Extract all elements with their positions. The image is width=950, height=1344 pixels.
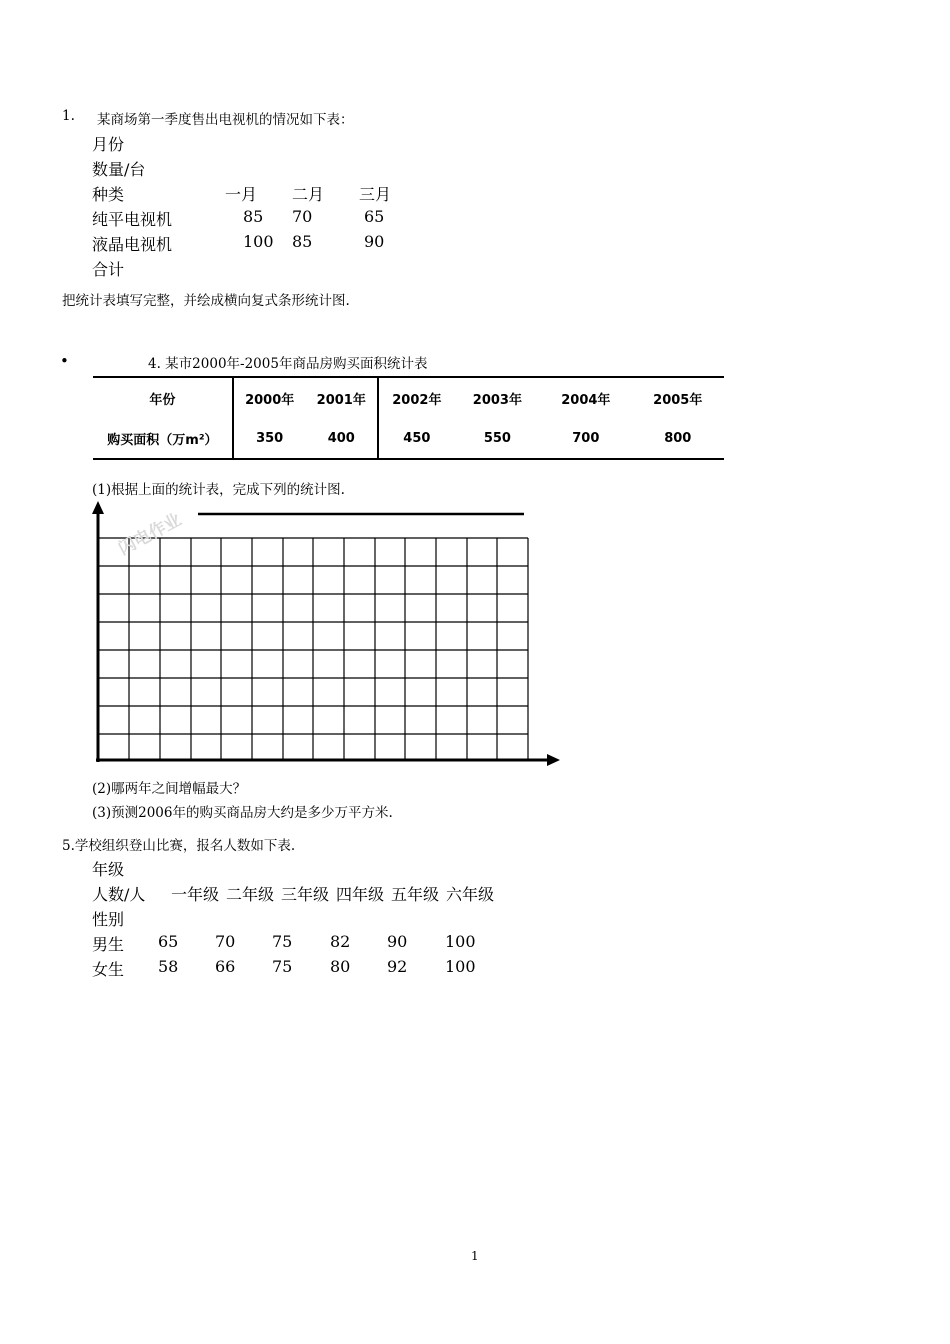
q5-cell: 100 <box>445 957 476 976</box>
q5-cell: 66 <box>215 957 236 976</box>
q5-row-label: 男生 <box>92 935 125 954</box>
q1-instruction: 把统计表填写完整，并绘成横向复式条形统计图. <box>62 293 350 309</box>
q5-grade: 四年级 <box>336 885 385 904</box>
watermark-logo: 闪电作业 <box>115 509 185 560</box>
q4-row1-label: 年份 <box>93 377 233 418</box>
page-number: 1 <box>471 1249 479 1263</box>
q1-cell: 100 <box>243 232 274 251</box>
q5-cell: 65 <box>158 932 179 951</box>
y-axis-arrow-icon <box>92 501 104 514</box>
q1-title: 某商场第一季度售出电视机的情况如下表： <box>97 112 354 128</box>
grid-lines <box>98 538 528 760</box>
q5-cell: 92 <box>387 957 408 976</box>
q1-number: 1. <box>62 108 75 124</box>
q5-cell: 90 <box>387 932 408 951</box>
q5-cell: 80 <box>330 957 351 976</box>
q4-sub1: (1)根据上面的统计表，完成下列的统计图. <box>92 482 345 498</box>
q1-row-label: 纯平电视机 <box>92 210 173 229</box>
q5-row-label: 女生 <box>92 960 125 979</box>
q5-cell: 75 <box>272 957 293 976</box>
q1-cell: 65 <box>364 207 385 226</box>
q1-month-jan: 一月 <box>225 185 258 204</box>
q1-month-feb: 二月 <box>292 185 325 204</box>
q4-area: 550 <box>483 430 511 446</box>
q1-header-type: 种类 <box>92 185 125 204</box>
q5-grade: 三年级 <box>281 885 330 904</box>
q4-year: 2000年 <box>245 392 295 408</box>
q4-area: 800 <box>664 430 692 446</box>
q5-grade: 六年级 <box>446 885 495 904</box>
x-axis-arrow-icon <box>547 754 560 766</box>
q5-header-grade: 年级 <box>92 860 125 879</box>
q4-year: 2002年 <box>392 392 442 408</box>
q4-year: 2001年 <box>305 377 378 418</box>
q1-cell: 90 <box>364 232 385 251</box>
q4-year: 2004年 <box>561 392 611 408</box>
q5-cell: 58 <box>158 957 179 976</box>
q5-title: 5.学校组织登山比赛，报名人数如下表. <box>62 838 296 854</box>
q5-header-gender: 性别 <box>92 910 125 929</box>
q1-header-month: 月份 <box>92 135 125 154</box>
q1-month-mar: 三月 <box>359 185 392 204</box>
q5-grade: 一年级 <box>171 885 220 904</box>
q4-title: 4. 某市2000年-2005年商品房购买面积统计表 <box>148 356 428 372</box>
q4-year: 2005年 <box>653 392 703 408</box>
q1-cell: 70 <box>292 207 313 226</box>
q5-cell: 70 <box>215 932 236 951</box>
q4-stats-table <box>93 376 724 460</box>
q1-cell: 85 <box>243 207 264 226</box>
q1-row-label: 液晶电视机 <box>92 235 173 254</box>
q5-header-count: 人数/人 <box>92 885 146 904</box>
q1-cell: 85 <box>292 232 313 251</box>
q4-row2-label: 购买面积（万m²） <box>93 418 233 459</box>
q1-row-label: 合计 <box>92 260 125 279</box>
q4-area: 400 <box>305 418 378 459</box>
q5-cell: 100 <box>445 932 476 951</box>
q4-area: 350 <box>256 430 284 446</box>
q4-area: 450 <box>403 430 431 446</box>
q5-grade: 二年级 <box>226 885 275 904</box>
q5-grade: 五年级 <box>391 885 440 904</box>
q1-header-quantity: 数量/台 <box>92 160 146 179</box>
q5-cell: 75 <box>272 932 293 951</box>
q4-sub2: (2)哪两年之间增幅最大？ <box>92 781 247 797</box>
bullet-icon: • <box>60 352 69 370</box>
q4-sub3: (3)预测2006年的购买商品房大约是多少万平方米. <box>92 805 393 821</box>
q4-year: 2003年 <box>472 392 522 408</box>
q4-area: 700 <box>572 430 600 446</box>
q5-cell: 82 <box>330 932 351 951</box>
